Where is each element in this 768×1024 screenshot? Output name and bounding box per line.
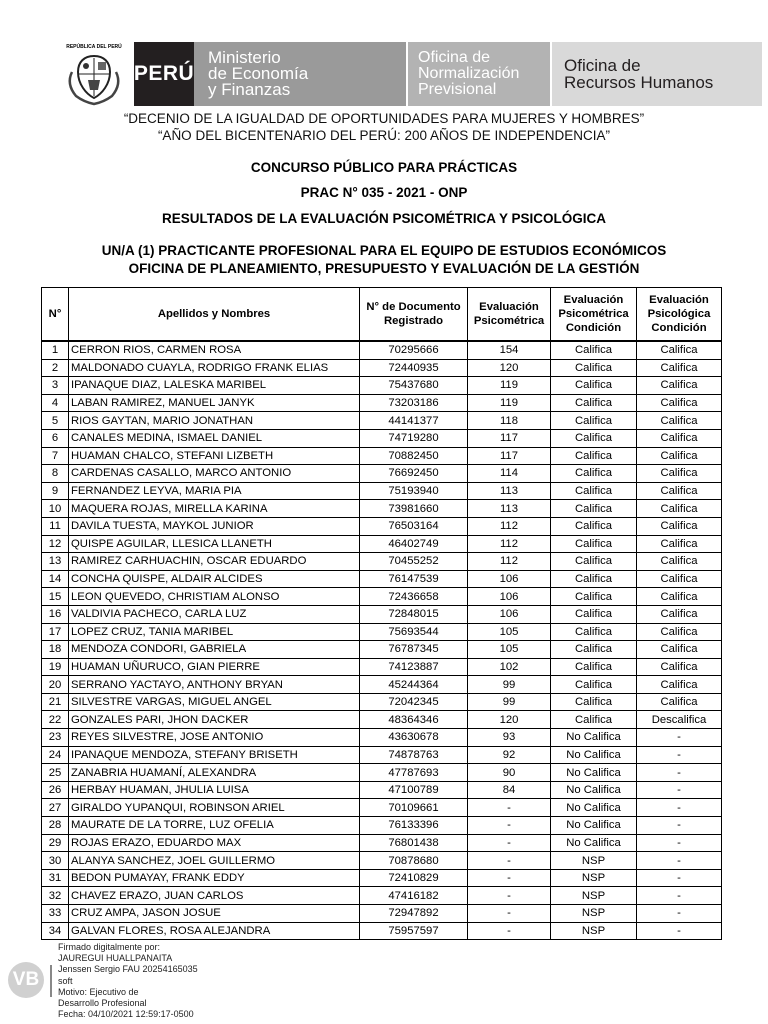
cell-psychometric-condition: No Califica — [551, 781, 637, 799]
cell-number: 21 — [42, 693, 69, 711]
cell-name: SERRANO YACTAYO, ANTHONY BRYAN — [69, 676, 360, 694]
cell-psychometric-condition: Califica — [551, 500, 637, 518]
cell-document: 45244364 — [360, 676, 468, 694]
cell-psychometric-condition: Califica — [551, 641, 637, 659]
cell-number: 19 — [42, 658, 69, 676]
header-psychological-condition: Evaluación Psicológica Condición — [637, 288, 722, 342]
cell-number: 11 — [42, 517, 69, 535]
cell-psychometric-score: 90 — [468, 764, 551, 782]
cell-psychometric-condition: Califica — [551, 588, 637, 606]
cell-number: 24 — [42, 746, 69, 764]
cell-psychometric-score: - — [468, 922, 551, 940]
cell-name: CHAVEZ ERAZO, JUAN CARLOS — [69, 887, 360, 905]
cell-psychological-condition: Califica — [637, 359, 722, 377]
cell-document: 75957597 — [360, 922, 468, 940]
cell-number: 25 — [42, 764, 69, 782]
cell-psychometric-condition: Califica — [551, 394, 637, 412]
cell-document: 43630678 — [360, 729, 468, 747]
vb-signature-icon: VB — [8, 962, 44, 998]
signature-line: soft — [58, 975, 73, 986]
cell-psychological-condition: - — [637, 869, 722, 887]
cell-psychometric-score: 112 — [468, 553, 551, 571]
cell-document: 76787345 — [360, 641, 468, 659]
cell-number: 10 — [42, 500, 69, 518]
cell-psychological-condition: Califica — [637, 517, 722, 535]
cell-number: 33 — [42, 905, 69, 923]
cell-document: 72947892 — [360, 905, 468, 923]
cell-psychometric-condition: Califica — [551, 605, 637, 623]
table-row — [42, 781, 722, 799]
coat-of-arms-icon — [62, 42, 126, 108]
table-row — [42, 359, 722, 377]
cell-psychometric-score: 119 — [468, 394, 551, 412]
cell-document: 75693544 — [360, 623, 468, 641]
cell-psychological-condition: - — [637, 817, 722, 835]
cell-number: 1 — [42, 341, 69, 359]
decree-line-2: “AÑO DEL BICENTENARIO DEL PERÚ: 200 AÑOS DE INDEPENDENCIA” — [157, 128, 611, 143]
cell-name: DAVILA TUESTA, MAYKOL JUNIOR — [69, 517, 360, 535]
cell-document: 76133396 — [360, 817, 468, 835]
cell-number: 9 — [42, 482, 69, 500]
decree-line-1: “DECENIO DE LA IGUALDAD DE OPORTUNIDADES PARA MUJERES Y HOMBRES” — [123, 111, 645, 126]
cell-document: 47100789 — [360, 781, 468, 799]
table-row — [42, 447, 722, 465]
header-number: N° — [42, 288, 69, 342]
cell-psychological-condition: Califica — [637, 429, 722, 447]
cell-psychometric-condition: NSP — [551, 869, 637, 887]
onp-logo — [408, 42, 550, 106]
cell-psychometric-score: 112 — [468, 517, 551, 535]
cell-psychological-condition: Califica — [637, 623, 722, 641]
cell-psychological-condition: Califica — [637, 676, 722, 694]
cell-psychometric-score: 105 — [468, 641, 551, 659]
cell-psychometric-score: 105 — [468, 623, 551, 641]
cell-psychometric-score: 154 — [468, 341, 551, 359]
cell-number: 30 — [42, 852, 69, 870]
cell-psychological-condition: Califica — [637, 341, 722, 359]
cell-number: 29 — [42, 834, 69, 852]
cell-name: VALDIVIA PACHECO, CARLA LUZ — [69, 605, 360, 623]
cell-psychometric-score: 106 — [468, 605, 551, 623]
cell-document: 72440935 — [360, 359, 468, 377]
cell-document: 70455252 — [360, 553, 468, 571]
cell-number: 8 — [42, 465, 69, 483]
cell-name: IPANAQUE MENDOZA, STEFANY BRISETH — [69, 746, 360, 764]
cell-document: 76801438 — [360, 834, 468, 852]
cell-number: 31 — [42, 869, 69, 887]
cell-psychometric-score: 93 — [468, 729, 551, 747]
cell-document: 46402749 — [360, 535, 468, 553]
cell-name: FERNANDEZ LEYVA, MARIA PIA — [69, 482, 360, 500]
cell-psychometric-score: 120 — [468, 359, 551, 377]
table-row — [42, 465, 722, 483]
table-row — [42, 605, 722, 623]
table-row — [42, 500, 722, 518]
cell-number: 14 — [42, 570, 69, 588]
cell-name: MENDOZA CONDORI, GABRIELA — [69, 641, 360, 659]
cell-psychometric-condition: Califica — [551, 570, 637, 588]
cell-psychometric-score: 119 — [468, 377, 551, 395]
table-row — [42, 394, 722, 412]
cell-name: QUISPE AGUILAR, LLESICA LLANETH — [69, 535, 360, 553]
cell-psychometric-score: - — [468, 817, 551, 835]
cell-psychological-condition: Califica — [637, 412, 722, 430]
cell-psychometric-score: 114 — [468, 465, 551, 483]
mef-line-1: Ministerio — [208, 48, 281, 67]
table-header-row — [42, 288, 722, 342]
cell-psychometric-score: 106 — [468, 588, 551, 606]
table-row — [42, 869, 722, 887]
mef-line-2: de Economía — [208, 64, 309, 83]
peru-logo: PERÚ — [134, 42, 194, 106]
cell-psychometric-score: 118 — [468, 412, 551, 430]
digital-signature — [58, 942, 198, 1020]
cell-number: 27 — [42, 799, 69, 817]
cell-number: 34 — [42, 922, 69, 940]
cell-name: REYES SILVESTRE, JOSE ANTONIO — [69, 729, 360, 747]
table-row — [42, 623, 722, 641]
cell-psychological-condition: Califica — [637, 465, 722, 483]
cell-psychometric-condition: No Califica — [551, 799, 637, 817]
onp-line-3: Previsional — [418, 81, 497, 98]
cell-number: 26 — [42, 781, 69, 799]
table-row — [42, 799, 722, 817]
cell-document: 76503164 — [360, 517, 468, 535]
cell-psychometric-condition: Califica — [551, 482, 637, 500]
cell-document: 72042345 — [360, 693, 468, 711]
cell-number: 2 — [42, 359, 69, 377]
cell-psychometric-condition: Califica — [551, 711, 637, 729]
mef-logo — [194, 42, 406, 106]
cell-psychological-condition: - — [637, 781, 722, 799]
cell-psychometric-condition: No Califica — [551, 729, 637, 747]
table-row — [42, 570, 722, 588]
cell-psychological-condition: - — [637, 922, 722, 940]
cell-psychometric-condition: Califica — [551, 676, 637, 694]
orh-line-2: Recursos Humanos — [564, 73, 714, 92]
cell-psychometric-condition: Califica — [551, 693, 637, 711]
cell-psychometric-condition: NSP — [551, 887, 637, 905]
cell-name: GALVAN FLORES, ROSA ALEJANDRA — [69, 922, 360, 940]
table-row — [42, 817, 722, 835]
header-psychometric-condition: Evaluación Psicométrica Condición — [551, 288, 637, 342]
cell-psychological-condition: Califica — [637, 394, 722, 412]
contest-title: CONCURSO PÚBLICO PARA PRÁCTICAS — [250, 160, 518, 175]
table-row — [42, 834, 722, 852]
cell-name: GONZALES PARI, JHON DACKER — [69, 711, 360, 729]
table-row — [42, 482, 722, 500]
orh-line-1: Oficina de — [564, 56, 641, 75]
cell-document: 72410829 — [360, 869, 468, 887]
header-psychometric-score: Evaluación Psicométrica — [468, 288, 551, 342]
cell-psychological-condition: Califica — [637, 447, 722, 465]
cell-number: 13 — [42, 553, 69, 571]
cell-psychometric-score: 84 — [468, 781, 551, 799]
cell-psychometric-condition: Califica — [551, 465, 637, 483]
table-row — [42, 377, 722, 395]
cell-name: HERBAY HUAMAN, JHULIA LUISA — [69, 781, 360, 799]
office-title: OFICINA DE PLANEAMIENTO, PRESUPUESTO Y EVALUACIÓN DE LA GESTIÓN — [128, 261, 640, 276]
signature-line: Fecha: 04/10/2021 12:59:17-0500 — [58, 1009, 194, 1020]
cell-name: IPANAQUE DIAZ, LALESKA MARIBEL — [69, 377, 360, 395]
cell-psychometric-score: - — [468, 799, 551, 817]
table-row — [42, 412, 722, 430]
mef-line-3: y Finanzas — [208, 80, 291, 99]
cell-psychological-condition: Califica — [637, 553, 722, 571]
cell-psychometric-score: - — [468, 869, 551, 887]
results-title: RESULTADOS DE LA EVALUACIÓN PSICOMÉTRICA Y PSICOLÓGICA — [161, 211, 607, 226]
table-row — [42, 887, 722, 905]
position-title: UN/A (1) PRACTICANTE PROFESIONAL PARA EL EQUIPO DE ESTUDIOS ECONÓMICOS — [101, 243, 667, 258]
cell-psychological-condition: Califica — [637, 588, 722, 606]
cell-number: 32 — [42, 887, 69, 905]
header-name: Apellidos y Nombres — [69, 288, 360, 342]
cell-document: 75437680 — [360, 377, 468, 395]
table-row — [42, 676, 722, 694]
cell-document: 76692450 — [360, 465, 468, 483]
cell-psychological-condition: - — [637, 887, 722, 905]
cell-psychological-condition: Califica — [637, 570, 722, 588]
cell-document: 74123887 — [360, 658, 468, 676]
cell-psychometric-score: 113 — [468, 500, 551, 518]
cell-number: 12 — [42, 535, 69, 553]
cell-number: 22 — [42, 711, 69, 729]
cell-psychometric-condition: Califica — [551, 359, 637, 377]
cell-psychometric-condition: Califica — [551, 447, 637, 465]
cell-document: 70295666 — [360, 341, 468, 359]
signature-line: Jenssen Sergio FAU 20254165035 — [58, 964, 198, 975]
cell-name: CRUZ AMPA, JASON JOSUE — [69, 905, 360, 923]
cell-name: ALANYA SANCHEZ, JOEL GUILLERMO — [69, 852, 360, 870]
cell-psychometric-score: 117 — [468, 447, 551, 465]
cell-psychometric-condition: NSP — [551, 852, 637, 870]
cell-psychometric-condition: Califica — [551, 553, 637, 571]
cell-number: 6 — [42, 429, 69, 447]
cell-psychometric-score: 92 — [468, 746, 551, 764]
orh-logo — [552, 42, 762, 106]
cell-psychological-condition: - — [637, 799, 722, 817]
cell-number: 28 — [42, 817, 69, 835]
cell-number: 23 — [42, 729, 69, 747]
cell-document: 44141377 — [360, 412, 468, 430]
cell-name: SILVESTRE VARGAS, MIGUEL ANGEL — [69, 693, 360, 711]
table-row — [42, 711, 722, 729]
cell-number: 16 — [42, 605, 69, 623]
cell-psychological-condition: Califica — [637, 535, 722, 553]
cell-psychometric-score: 113 — [468, 482, 551, 500]
cell-psychometric-condition: Califica — [551, 429, 637, 447]
signature-line: Firmado digitalmente por: — [58, 942, 161, 952]
cell-psychometric-condition: No Califica — [551, 834, 637, 852]
cell-psychometric-condition: No Califica — [551, 817, 637, 835]
cell-psychological-condition: Califica — [637, 658, 722, 676]
cell-name: CANALES MEDINA, ISMAEL DANIEL — [69, 429, 360, 447]
cell-psychological-condition: Califica — [637, 693, 722, 711]
table-row — [42, 905, 722, 923]
table-row — [42, 658, 722, 676]
cell-name: GIRALDO YUPANQUI, ROBINSON ARIEL — [69, 799, 360, 817]
cell-document: 70109661 — [360, 799, 468, 817]
cell-psychometric-condition: No Califica — [551, 764, 637, 782]
cell-psychological-condition: - — [637, 746, 722, 764]
header-document: N° de Documento Registrado — [360, 288, 468, 342]
signature-divider — [50, 965, 52, 997]
header-banner — [62, 42, 714, 108]
cell-psychological-condition: - — [637, 852, 722, 870]
table-row — [42, 746, 722, 764]
cell-psychometric-condition: Califica — [551, 517, 637, 535]
cell-document: 48364346 — [360, 711, 468, 729]
cell-document: 74719280 — [360, 429, 468, 447]
cell-name: BEDON PUMAYAY, FRANK EDDY — [69, 869, 360, 887]
cell-psychological-condition: Descalifica — [637, 711, 722, 729]
cell-name: RIOS GAYTAN, MARIO JONATHAN — [69, 412, 360, 430]
cell-name: RAMIREZ CARHUACHIN, OSCAR EDUARDO — [69, 553, 360, 571]
cell-psychometric-score: 99 — [468, 676, 551, 694]
cell-number: 3 — [42, 377, 69, 395]
cell-number: 7 — [42, 447, 69, 465]
cell-name: MALDONADO CUAYLA, RODRIGO FRANK ELIAS — [69, 359, 360, 377]
cell-name: CERRON RIOS, CARMEN ROSA — [69, 341, 360, 359]
cell-psychological-condition: Califica — [637, 482, 722, 500]
cell-document: 47416182 — [360, 887, 468, 905]
cell-psychological-condition: - — [637, 834, 722, 852]
cell-document: 72848015 — [360, 605, 468, 623]
cell-psychometric-score: - — [468, 834, 551, 852]
cell-name: MAQUERA ROJAS, MIRELLA KARINA — [69, 500, 360, 518]
cell-document: 47787693 — [360, 764, 468, 782]
cell-document: 76147539 — [360, 570, 468, 588]
cell-document: 75193940 — [360, 482, 468, 500]
table-row — [42, 693, 722, 711]
table-row — [42, 852, 722, 870]
cell-number: 15 — [42, 588, 69, 606]
cell-psychological-condition: - — [637, 729, 722, 747]
results-table — [41, 287, 722, 940]
cell-psychometric-condition: Califica — [551, 658, 637, 676]
cell-psychometric-score: - — [468, 887, 551, 905]
cell-name: CONCHA QUISPE, ALDAIR ALCIDES — [69, 570, 360, 588]
table-row — [42, 517, 722, 535]
table-row — [42, 922, 722, 940]
cell-psychometric-score: 120 — [468, 711, 551, 729]
cell-psychometric-score: 106 — [468, 570, 551, 588]
cell-document: 72436658 — [360, 588, 468, 606]
cell-number: 18 — [42, 641, 69, 659]
cell-psychometric-score: 112 — [468, 535, 551, 553]
cell-psychometric-condition: No Califica — [551, 746, 637, 764]
cell-psychometric-score: - — [468, 905, 551, 923]
cell-psychometric-condition: Califica — [551, 377, 637, 395]
cell-psychometric-score: 99 — [468, 693, 551, 711]
cell-psychological-condition: Califica — [637, 605, 722, 623]
cell-psychometric-condition: NSP — [551, 905, 637, 923]
cell-psychometric-condition: NSP — [551, 922, 637, 940]
cell-number: 5 — [42, 412, 69, 430]
table-row — [42, 429, 722, 447]
cell-document: 73981660 — [360, 500, 468, 518]
cell-name: HUAMAN CHALCO, STEFANI LIZBETH — [69, 447, 360, 465]
seal-text: REPÚBLICA DEL PERÚ — [66, 44, 122, 50]
cell-psychological-condition: - — [637, 905, 722, 923]
signature-line: Motivo: Ejecutivo de — [58, 986, 139, 997]
cell-psychometric-condition: Califica — [551, 341, 637, 359]
onp-line-2: Normalización — [418, 65, 520, 82]
table-row — [42, 553, 722, 571]
cell-psychological-condition: Califica — [637, 641, 722, 659]
contest-code: PRAC N° 035 - 2021 - ONP — [300, 185, 468, 200]
cell-name: LABAN RAMIREZ, MANUEL JANYK — [69, 394, 360, 412]
cell-psychometric-condition: Califica — [551, 623, 637, 641]
cell-psychometric-condition: Califica — [551, 412, 637, 430]
cell-psychological-condition: - — [637, 764, 722, 782]
table-row — [42, 641, 722, 659]
signature-line: JAUREGUI HUALLPANAITA — [58, 953, 173, 964]
cell-name: LOPEZ CRUZ, TANIA MARIBEL — [69, 623, 360, 641]
table-row — [42, 535, 722, 553]
onp-line-1: Oficina de — [418, 49, 491, 66]
cell-number: 20 — [42, 676, 69, 694]
cell-psychological-condition: Califica — [637, 500, 722, 518]
table-row — [42, 588, 722, 606]
cell-psychological-condition: Califica — [637, 377, 722, 395]
cell-name: MAURATE DE LA TORRE, LUZ OFELIA — [69, 817, 360, 835]
cell-name: HUAMAN UÑURUCO, GIAN PIERRE — [69, 658, 360, 676]
cell-name: ROJAS ERAZO, EDUARDO MAX — [69, 834, 360, 852]
signature-line: Desarrollo Profesional — [58, 998, 147, 1009]
cell-number: 4 — [42, 394, 69, 412]
cell-number: 17 — [42, 623, 69, 641]
cell-document: 70878680 — [360, 852, 468, 870]
cell-name: LEON QUEVEDO, CHRISTIAM ALONSO — [69, 588, 360, 606]
cell-document: 70882450 — [360, 447, 468, 465]
table-row — [42, 341, 722, 359]
cell-name: ZANABRIA HUAMANÍ, ALEXANDRA — [69, 764, 360, 782]
cell-psychometric-score: - — [468, 852, 551, 870]
cell-document: 73203186 — [360, 394, 468, 412]
cell-psychometric-score: 102 — [468, 658, 551, 676]
cell-name: CARDENAS CASALLO, MARCO ANTONIO — [69, 465, 360, 483]
cell-psychometric-score: 117 — [468, 429, 551, 447]
table-row — [42, 764, 722, 782]
cell-document: 74878763 — [360, 746, 468, 764]
table-row — [42, 729, 722, 747]
cell-psychometric-condition: Califica — [551, 535, 637, 553]
